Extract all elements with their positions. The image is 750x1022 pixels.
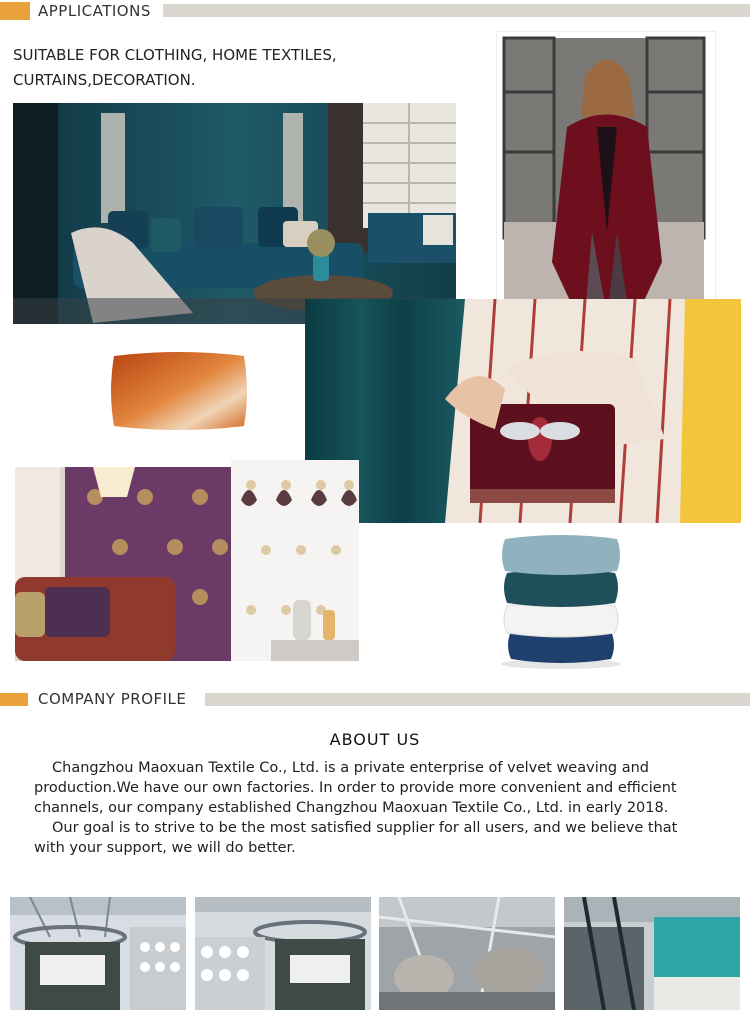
purple-curtain-room-photo (15, 467, 232, 661)
embroidered-sheer-curtain-photo (231, 460, 359, 661)
section-divider-bar (205, 693, 750, 706)
applications-line-2: CURTAINS,DECORATION. (13, 71, 196, 89)
applications-line-1: SUITABLE FOR CLOTHING, HOME TEXTILES, (13, 46, 337, 64)
factory-photo-3 (379, 897, 555, 1010)
section-divider-bar (163, 4, 750, 17)
about-us-heading: ABOUT US (329, 730, 421, 749)
about-paragraph-1: Changzhou Maoxuan Textile Co., Ltd. is a private enterprise of velvet weaving and production.We have our own factories. In order to provide more convenient and efficient channels, our company established Changzhou Maoxuan Textile Co., Ltd. in early 2018. (34, 760, 677, 816)
about-paragraph-2: Our goal is to strive to be the most satisfied supplier for all users, and we believe that with your support, we will do better. (34, 820, 678, 856)
applications-description (13, 43, 473, 93)
factory-photo-2 (195, 897, 371, 1010)
about-us-text (34, 758, 702, 858)
factory-photo-4 (564, 897, 740, 1010)
stacked-velvet-pillows-image (493, 531, 629, 671)
velvet-blazer-model-photo (497, 32, 715, 323)
living-room-photo (13, 103, 456, 324)
orange-velvet-pillow-image (108, 348, 250, 434)
applications-title: APPLICATIONS (38, 2, 151, 20)
factory-photo-1 (10, 897, 186, 1010)
company-profile-title: COMPANY PROFILE (38, 690, 187, 708)
velvet-bag-photo (305, 299, 741, 523)
section-accent-square (0, 693, 28, 706)
section-accent-square (0, 2, 30, 20)
